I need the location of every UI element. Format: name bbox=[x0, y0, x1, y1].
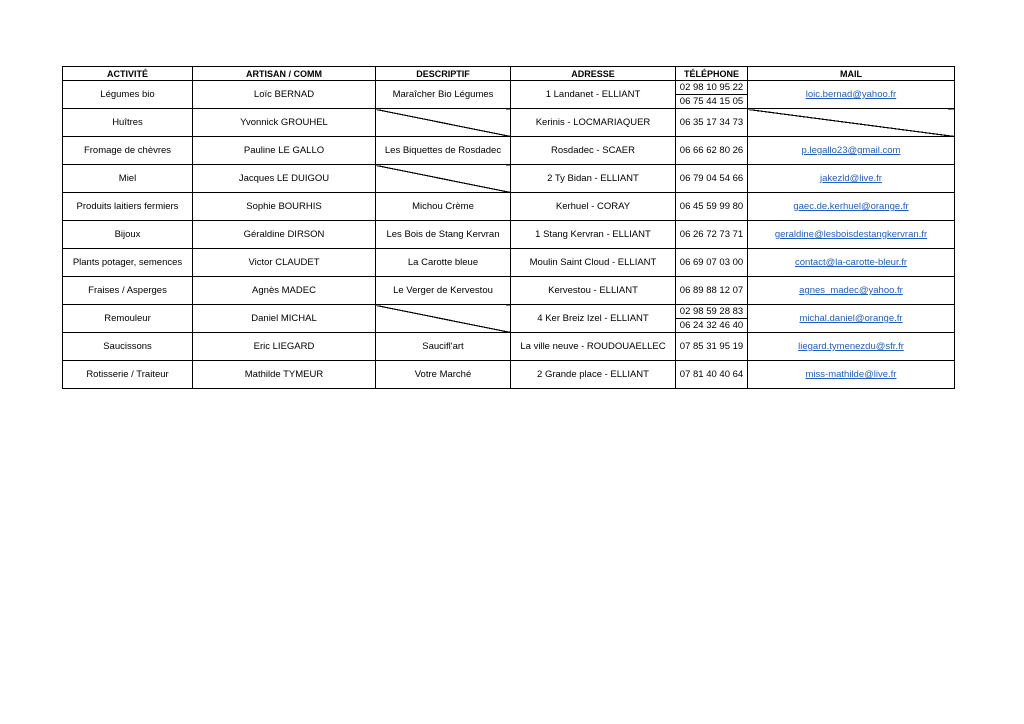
mail-link[interactable]: miss-mathilde@live.fr bbox=[805, 369, 897, 380]
mail-link[interactable]: p.legallo23@gmail.com bbox=[801, 145, 901, 156]
cell-mail bbox=[748, 277, 955, 305]
cell-descriptif: Votre Marché bbox=[376, 361, 511, 389]
cell-artisan: Mathilde TYMEUR bbox=[193, 361, 376, 389]
cell-mail bbox=[748, 137, 955, 165]
mail-link[interactable]: geraldine@lesboisdestangkervran.fr bbox=[774, 229, 928, 240]
table-row bbox=[63, 361, 955, 389]
cell-activite: Produits laitiers fermiers bbox=[63, 193, 193, 221]
header-descriptif: DESCRIPTIF bbox=[376, 67, 511, 81]
cell-mail bbox=[748, 361, 955, 389]
cell-adresse: 1 Landanet - ELLIANT bbox=[511, 81, 676, 109]
cell-adresse: 4 Ker Breiz Izel - ELLIANT bbox=[511, 305, 676, 333]
mail-link[interactable]: michal.daniel@orange.fr bbox=[799, 313, 903, 324]
table-body bbox=[63, 81, 955, 389]
cell-activite: Saucissons bbox=[63, 333, 193, 361]
cell-descriptif: Le Verger de Kervestou bbox=[376, 277, 511, 305]
mail-link[interactable]: liegard.tymenezdu@sfr.fr bbox=[798, 341, 904, 352]
cell-descriptif: Michou Crème bbox=[376, 193, 511, 221]
mail-link[interactable]: loic.bernad@yahoo.fr bbox=[805, 89, 897, 100]
cell-artisan: Daniel MICHAL bbox=[193, 305, 376, 333]
cell-adresse: 2 Grande place - ELLIANT bbox=[511, 361, 676, 389]
cell-mail-empty bbox=[748, 109, 955, 137]
cell-adresse: La ville neuve - ROUDOUAELLEC bbox=[511, 333, 676, 361]
table-row bbox=[63, 193, 955, 221]
cell-descriptif: Les Biquettes de Rosdadec bbox=[376, 137, 511, 165]
cell-mail bbox=[748, 81, 955, 109]
cell-descriptif-empty bbox=[376, 305, 511, 333]
cell-mail bbox=[748, 193, 955, 221]
cell-activite: Remouleur bbox=[63, 305, 193, 333]
cell-descriptif-empty bbox=[376, 165, 511, 193]
cell-telephone: 06 45 59 99 80 bbox=[676, 193, 748, 221]
cell-telephone: 06 35 17 34 73 bbox=[676, 109, 748, 137]
table-row bbox=[63, 305, 955, 319]
header-row bbox=[63, 67, 955, 81]
cell-adresse: 2 Ty Bidan - ELLIANT bbox=[511, 165, 676, 193]
cell-activite: Rotisserie / Traiteur bbox=[63, 361, 193, 389]
mail-link[interactable]: gaec.de.kerhuel@orange.fr bbox=[793, 201, 909, 212]
cell-telephone: 07 85 31 95 19 bbox=[676, 333, 748, 361]
cell-telephone: 02 98 10 95 22 bbox=[676, 81, 748, 95]
cell-artisan: Pauline LE GALLO bbox=[193, 137, 376, 165]
cell-telephone: 06 66 62 80 26 bbox=[676, 137, 748, 165]
cell-descriptif-empty bbox=[376, 109, 511, 137]
cell-descriptif: Saucifl'art bbox=[376, 333, 511, 361]
cell-mail bbox=[748, 221, 955, 249]
header-artisan: ARTISAN / COMM bbox=[193, 67, 376, 81]
cell-telephone: 06 79 04 54 66 bbox=[676, 165, 748, 193]
cell-telephone-2: 06 24 32 46 40 bbox=[676, 319, 748, 333]
table-row bbox=[63, 333, 955, 361]
table-row bbox=[63, 277, 955, 305]
cell-activite: Plants potager, semences bbox=[63, 249, 193, 277]
cell-telephone-2: 06 75 44 15 05 bbox=[676, 95, 748, 109]
cell-artisan: Victor CLAUDET bbox=[193, 249, 376, 277]
cell-activite: Légumes bio bbox=[63, 81, 193, 109]
cell-adresse: Kerhuel - CORAY bbox=[511, 193, 676, 221]
cell-telephone: 07 81 40 40 64 bbox=[676, 361, 748, 389]
cell-descriptif: Maraîcher Bio Légumes bbox=[376, 81, 511, 109]
cell-activite: Miel bbox=[63, 165, 193, 193]
table-row bbox=[63, 221, 955, 249]
cell-artisan: Eric LIEGARD bbox=[193, 333, 376, 361]
cell-telephone: 06 26 72 73 71 bbox=[676, 221, 748, 249]
mail-link[interactable]: jakezld@live.fr bbox=[820, 173, 882, 184]
cell-artisan: Sophie BOURHIS bbox=[193, 193, 376, 221]
cell-activite: Fromage de chèvres bbox=[63, 137, 193, 165]
table-row bbox=[63, 81, 955, 95]
vendors-table bbox=[62, 66, 955, 389]
cell-telephone: 02 98 59 28 83 bbox=[676, 305, 748, 319]
cell-telephone: 06 89 88 12 07 bbox=[676, 277, 748, 305]
cell-mail bbox=[748, 249, 955, 277]
cell-adresse: Kervestou - ELLIANT bbox=[511, 277, 676, 305]
cell-activite: Bijoux bbox=[63, 221, 193, 249]
table-row bbox=[63, 137, 955, 165]
cell-telephone: 06 69 07 03 00 bbox=[676, 249, 748, 277]
header-mail: MAIL bbox=[748, 67, 955, 81]
cell-adresse: Moulin Saint Cloud - ELLIANT bbox=[511, 249, 676, 277]
table-row bbox=[63, 109, 955, 137]
cell-adresse: 1 Stang Kervran - ELLIANT bbox=[511, 221, 676, 249]
cell-adresse: Kerinis - LOCMARIAQUER bbox=[511, 109, 676, 137]
table-row bbox=[63, 249, 955, 277]
cell-artisan: Agnès MADEC bbox=[193, 277, 376, 305]
cell-mail bbox=[748, 305, 955, 333]
header-activite: ACTIVITÉ bbox=[63, 67, 193, 81]
cell-activite: Huîtres bbox=[63, 109, 193, 137]
header-adresse: ADRESSE bbox=[511, 67, 676, 81]
cell-mail bbox=[748, 333, 955, 361]
cell-activite: Fraises / Asperges bbox=[63, 277, 193, 305]
cell-adresse: Rosdadec - SCAER bbox=[511, 137, 676, 165]
cell-descriptif: Les Bois de Stang Kervran bbox=[376, 221, 511, 249]
header-telephone: TÉLÉPHONE bbox=[676, 67, 748, 81]
cell-artisan: Jacques LE DUIGOU bbox=[193, 165, 376, 193]
cell-artisan: Yvonnick GROUHEL bbox=[193, 109, 376, 137]
mail-link[interactable]: agnes_madec@yahoo.fr bbox=[799, 285, 903, 296]
cell-descriptif: La Carotte bleue bbox=[376, 249, 511, 277]
cell-artisan: Géraldine DIRSON bbox=[193, 221, 376, 249]
cell-artisan: Loïc BERNAD bbox=[193, 81, 376, 109]
mail-link[interactable]: contact@la-carotte-bleur.fr bbox=[794, 257, 908, 268]
table-row bbox=[63, 165, 955, 193]
cell-mail bbox=[748, 165, 955, 193]
